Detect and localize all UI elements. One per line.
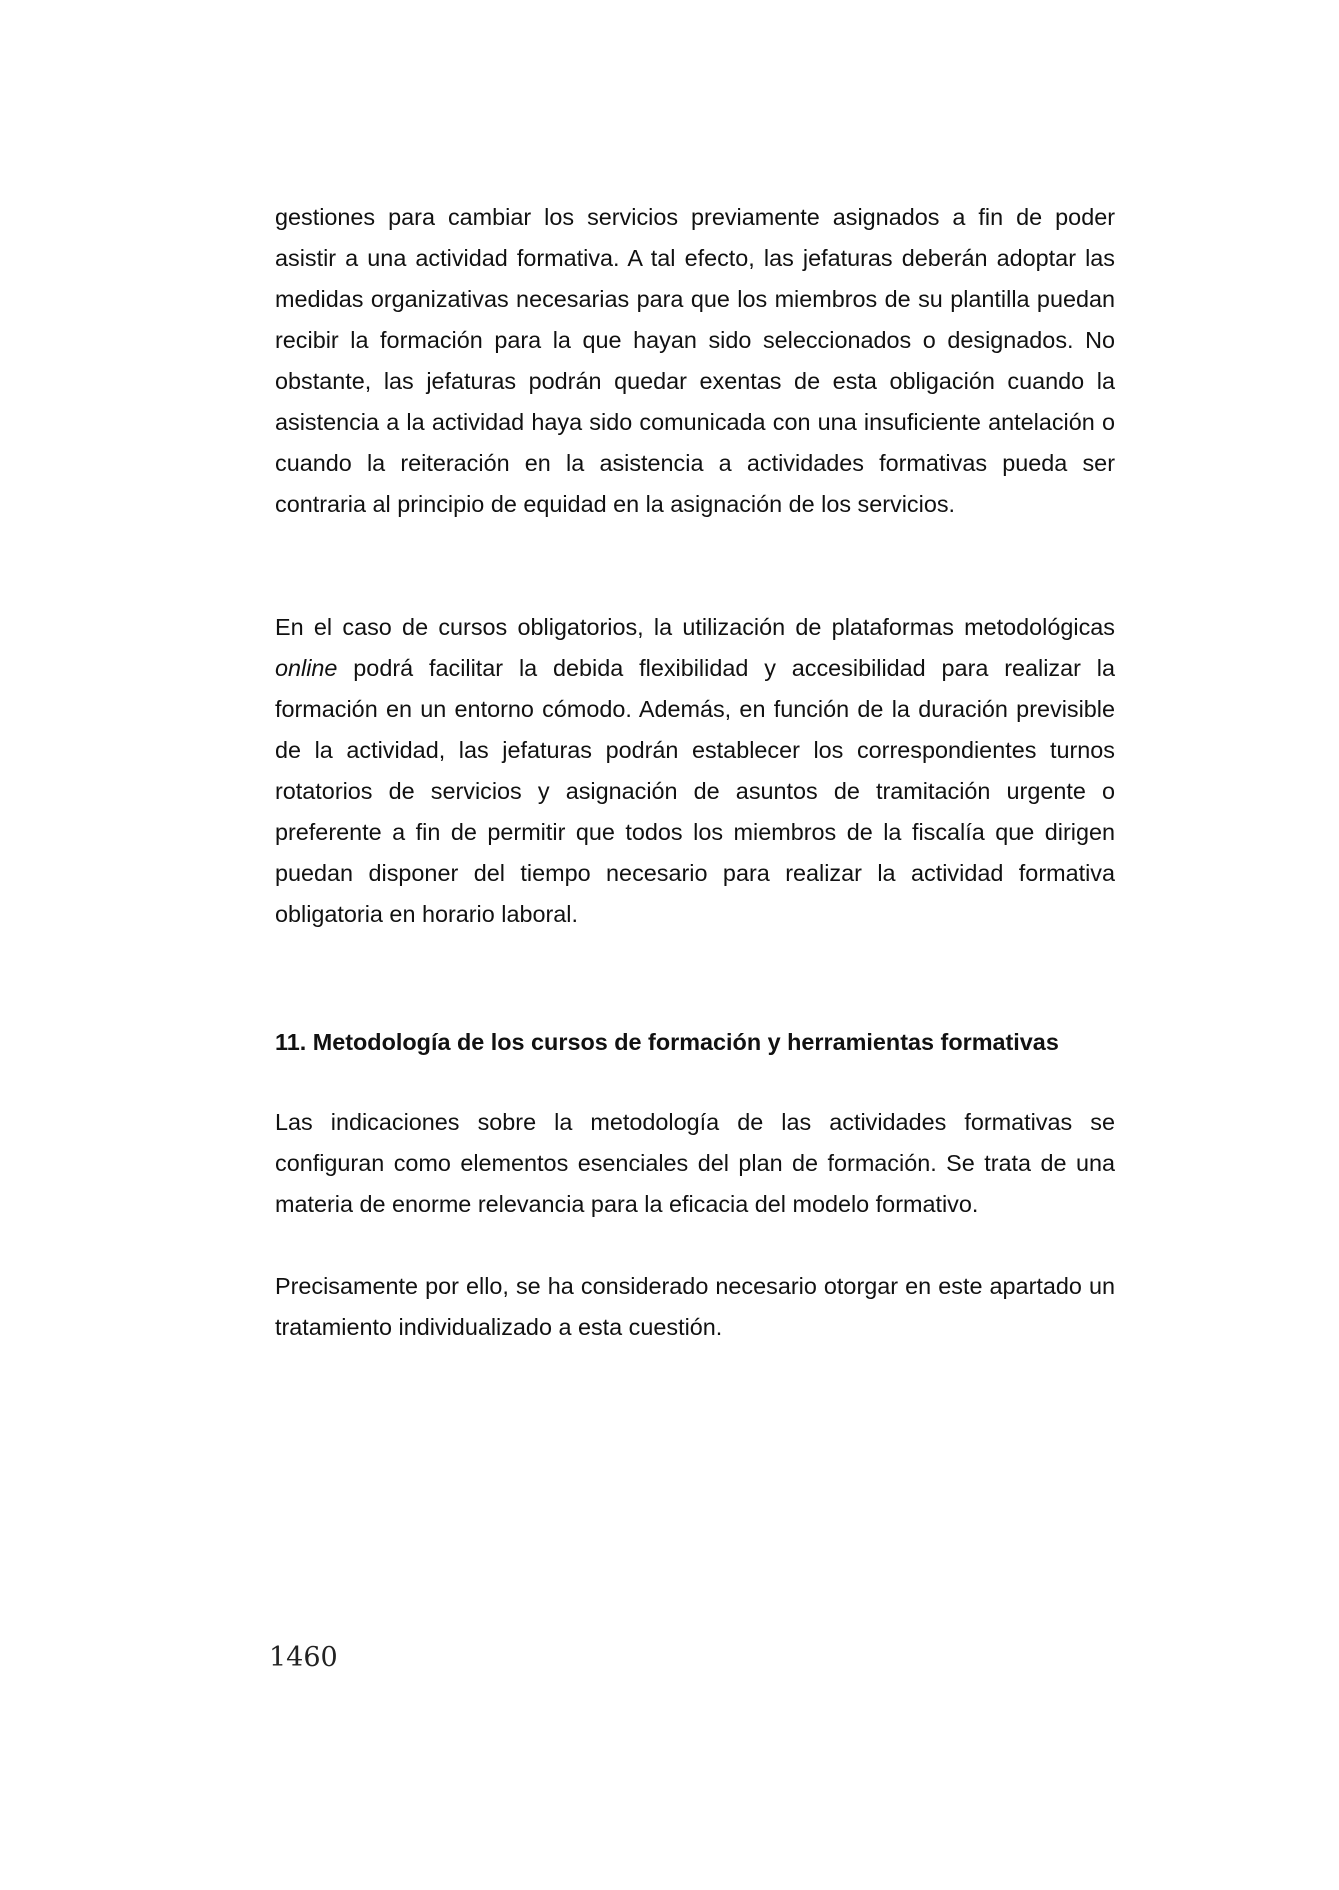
paragraph-2-text-start: En el caso de cursos obligatorios, la utilización de plataformas metodológicas <box>275 614 1115 640</box>
section-heading: 11. Metodología de los cursos de formación y herramientas formativas <box>275 1029 1059 1055</box>
paragraph-4: Precisamente por ello, se ha considerado necesario otorgar en este apartado un tratamiento individualizado a esta cuestión. <box>275 1273 1115 1340</box>
paragraph-2-italic-term: online <box>275 655 338 681</box>
page-number: 1460 <box>269 1642 338 1673</box>
paragraph-3: Las indicaciones sobre la metodología de las actividades formativas se configuran como elementos esenciales del plan de formación. Se trata de una materia de enorme relevancia para la eficacia del modelo formativo. <box>275 1109 1115 1217</box>
paragraph-1: gestiones para cambiar los servicios previamente asignados a fin de poder asistir a una actividad formativa. A tal efecto, las jefaturas deberán adoptar las medidas organizativas necesarias para que los miembros de su plantilla puedan recibir la formación para la que hayan sido seleccionados o designados. No obstante, las jefaturas podrán quedar exentas de esta obligación cuando la asistencia a la actividad haya sido comunicada con una insuficiente antelación o cuando la reiteración en la asistencia a actividades formativas pueda ser contraria al principio de equidad en la asignación de los servicios. <box>275 204 1115 517</box>
paragraph-2-text-end: podrá facilitar la debida flexibilidad y accesibilidad para realizar la formación en un entorno cómodo. Además, en función de la duración previsible de la actividad, las jefaturas podrán establecer los correspondientes turnos rotatorios de servicios y asignación de asuntos de tramitación urgente o preferente a fin de permitir que todos los miembros de la fiscalía que dirigen puedan disponer del tiempo necesario para realizar la actividad formativa obligatoria en horario laboral. <box>275 655 1115 927</box>
paragraph-2 <box>275 607 1115 935</box>
